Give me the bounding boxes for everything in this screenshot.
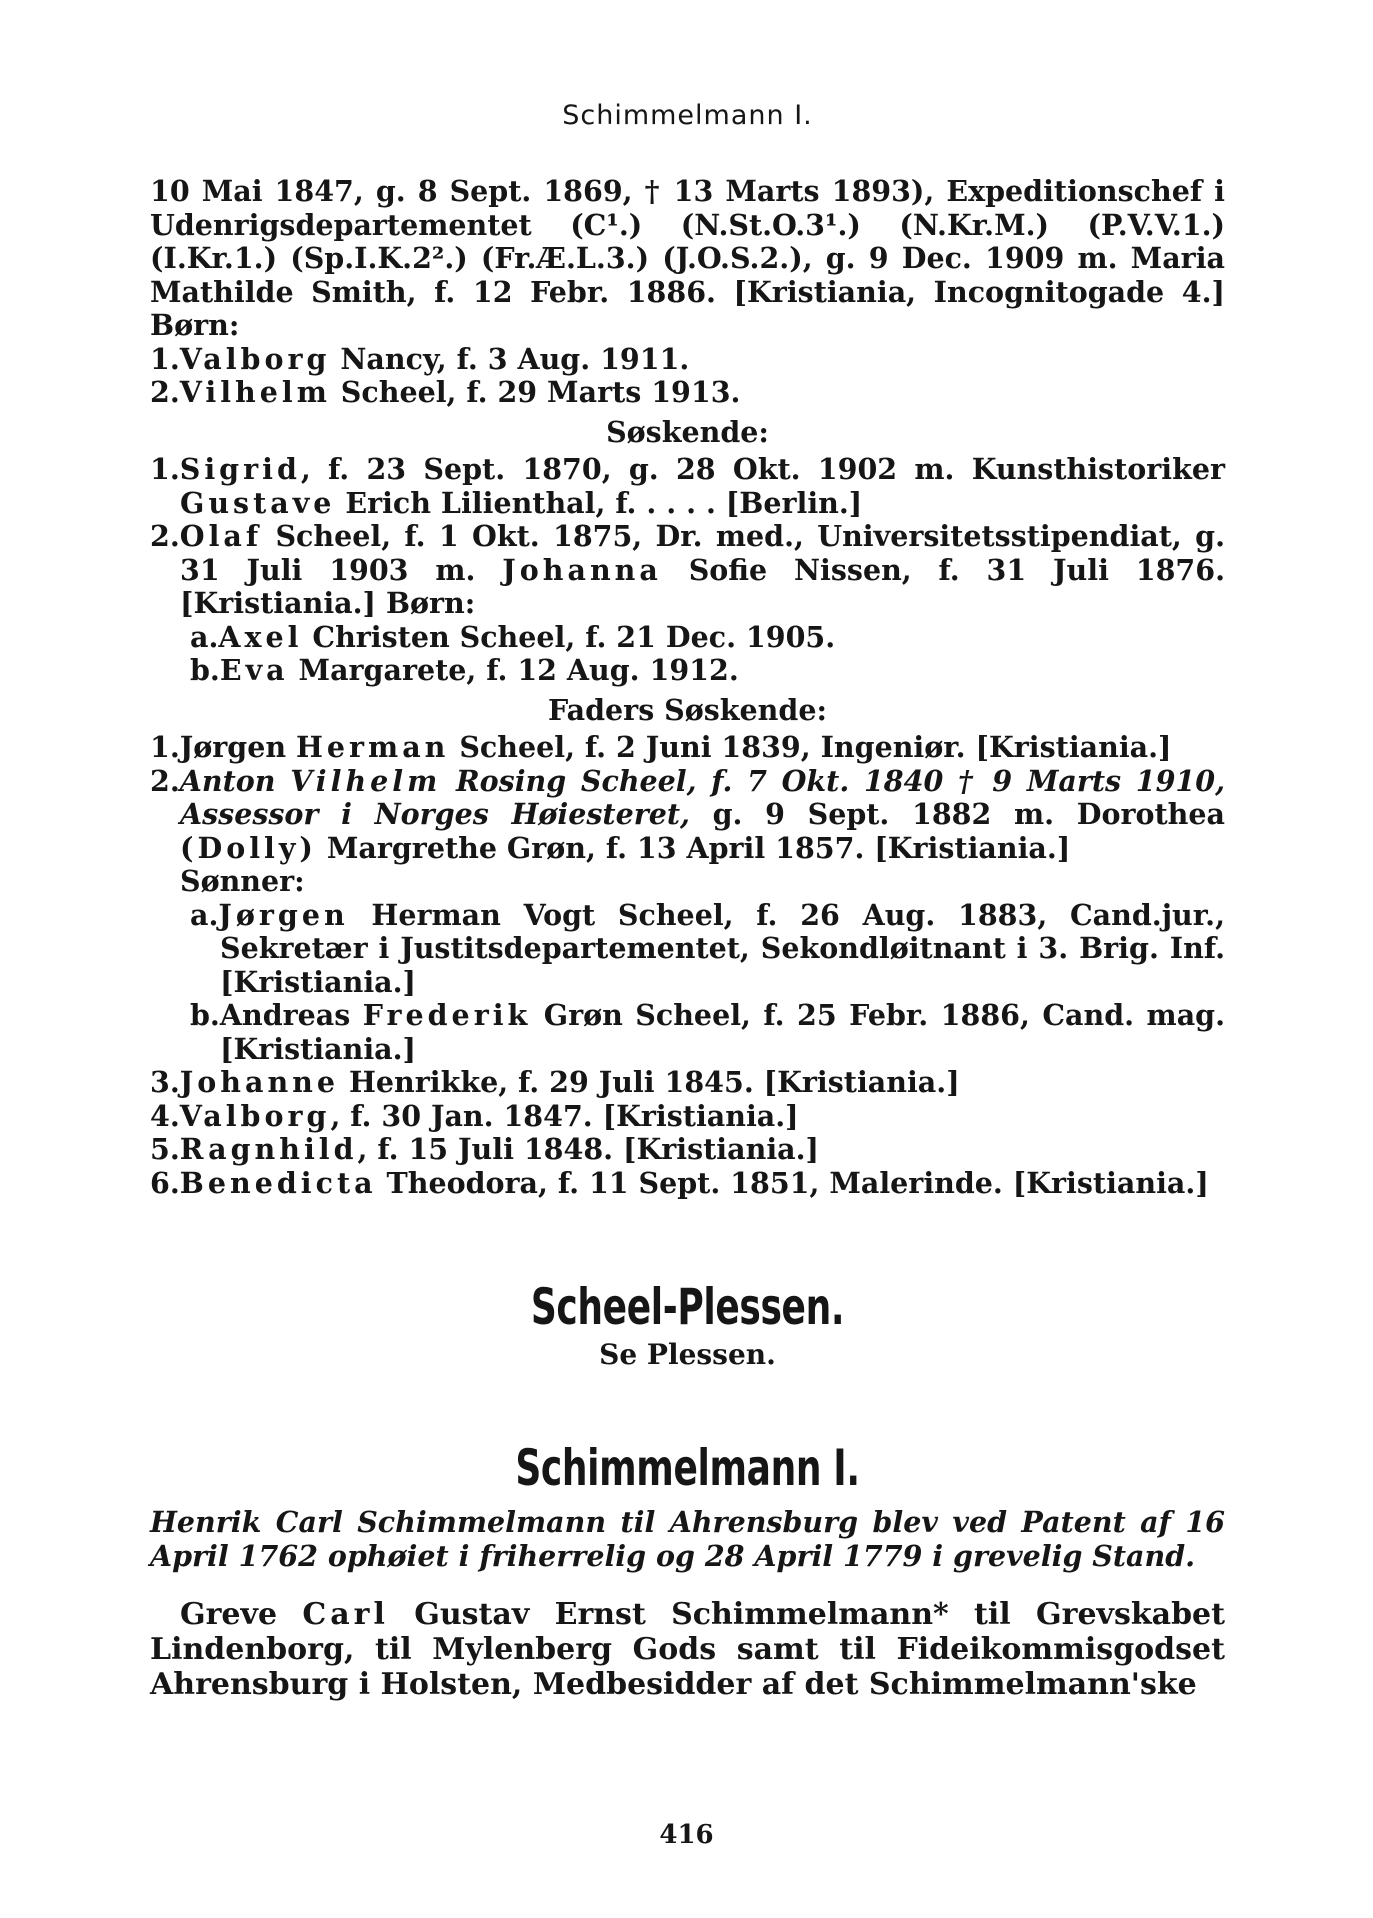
father-sibling-num: 1. xyxy=(150,730,180,764)
child-2 xyxy=(150,376,1225,410)
cross-reference: Se Plessen. xyxy=(599,1338,776,1371)
father-sibling-details: Henrikke, f. 29 Juli 1845. [Kristiania.] xyxy=(339,1065,960,1099)
grandchild-num: a. xyxy=(190,619,219,654)
sibling-num: 2. xyxy=(150,519,180,553)
body-title: Greve xyxy=(180,1597,303,1632)
sibling-details: , f. 23 Sept. 1870, g. 28 Okt. 1902 m. Kunsthistoriker xyxy=(300,452,1225,486)
body-name: Carl xyxy=(302,1597,389,1632)
father-sibling-5 xyxy=(150,1133,1225,1167)
father-sibling-1 xyxy=(150,731,1225,765)
child-details: Scheel, f. 29 Marts 1913. xyxy=(330,375,741,409)
entry-block xyxy=(150,175,1225,1200)
sibling-2 xyxy=(150,520,1225,621)
sibling-num: 1. xyxy=(150,452,180,486)
father-sibling-num: 5. xyxy=(150,1132,180,1166)
child-details: Nancy, f. 3 Aug. 1911. xyxy=(330,341,690,376)
sibling-name: Olaf xyxy=(179,519,263,553)
child-num: 2. xyxy=(150,375,180,409)
son-b xyxy=(150,999,1225,1066)
father-sibling-details: Scheel, f. 2 Juni 1839, Ingeniør. [Kristiania.] xyxy=(449,730,1172,764)
father-sibling-num: 6. xyxy=(150,1165,180,1200)
running-head: Schimmelmann I. xyxy=(562,100,813,131)
father-sibling-name: Vilhelm xyxy=(290,763,442,798)
son-a xyxy=(150,899,1225,1000)
grandchild-num: b. xyxy=(190,653,220,687)
grandchild-details: Margarete, f. 12 Aug. 1912. xyxy=(288,653,739,687)
spouse-nickname: (Dolly) xyxy=(180,830,317,865)
child-num: 1. xyxy=(150,341,180,376)
spouse-details: Sofie Nissen, f. 31 Juli 1876. [Kristiania.] Børn: xyxy=(180,552,1225,620)
father-sibling-details: Theodora, f. 11 Sept. 1851, Malerinde. [Kristiania.] xyxy=(376,1165,1209,1200)
page xyxy=(150,100,1225,1702)
spouse-name: Johanna xyxy=(502,552,662,587)
body-details: Gustav Ernst Schimmelmann* til Grevskabet Lindenborg, til Mylenberg Gods samt til Fideikommisgodset Ahrensburg i Holsten, Medbesidder af det Schimmelmann'ske xyxy=(150,1597,1225,1702)
grandchild-name: Eva xyxy=(219,653,289,687)
child-1 xyxy=(150,343,1225,377)
father-sibling-2 xyxy=(150,765,1225,866)
entry-paragraph: 10 Mai 1847, g. 8 Sept. 1869, † 13 Marts 1893), Expeditionschef i Udenrigsdepartementet (C¹.) (N.St.O.3¹.) (N.Kr.M.) (P.V.V.1.) (I.Kr.1.) (Sp.I.K.2².) (Fr.Æ.L.3.) (J.O.S.2.), g. 9 Dec. 1909 m. Maria Mathilde Smith, f. 12 Febr. 1886. [Kristiania, Incognitogade 4.] Børn: xyxy=(150,174,1225,342)
grandchild-b xyxy=(150,654,1225,688)
page-number: 416 xyxy=(659,1820,714,1850)
son-details: Grøn Scheel, f. 25 Febr. 1886, Cand. mag. [Kristiania.] xyxy=(220,998,1226,1066)
father-sibling-details: , f. 30 Jan. 1847. [Kristiania.] xyxy=(330,1098,799,1133)
father-sibling-details: g. 9 Sept. 1882 m. Dorothea xyxy=(689,797,1225,831)
grandchild-details: Christen Scheel, f. 21 Dec. 1905. xyxy=(302,619,836,654)
sibling-details: Scheel, f. 1 Okt. 1875, Dr. med., Universitetsstipendiat, g. 31 Juli 1903 m. xyxy=(180,519,1225,587)
child-name: Valborg xyxy=(179,341,331,376)
father-sibling-6 xyxy=(150,1167,1225,1201)
sons-label: Sønner: xyxy=(180,864,305,898)
sibling-name: Sigrid xyxy=(179,452,301,486)
father-sibling-name: Herman xyxy=(295,730,450,764)
father-sibling-first-name: Anton xyxy=(179,763,291,798)
father-sibling-3 xyxy=(150,1066,1225,1100)
fathers-siblings-heading: Faders Søskende: xyxy=(547,692,827,727)
son-first-name: Andreas xyxy=(219,998,363,1032)
child-name: Vilhelm xyxy=(179,375,331,409)
son-num: b. xyxy=(190,998,220,1032)
spouse-name: Gustave xyxy=(180,485,336,520)
siblings-heading: Søskende: xyxy=(606,414,769,449)
father-sibling-num: 3. xyxy=(150,1065,180,1099)
son-details: Herman Vogt Scheel, f. 26 Aug. 1883, Cand.jur., Sekretær i Justitsdepartementet, Sekondløitnant i 3. Brig. Inf. [Kristiania.] xyxy=(220,897,1225,999)
section-title-scheel-plessen: Scheel-Plessen. xyxy=(530,1278,845,1336)
section-title-schimmelmann: Schimmelmann I. xyxy=(515,1439,860,1497)
father-sibling-num: 4. xyxy=(150,1098,180,1133)
son-num: a. xyxy=(190,897,219,932)
spouse-details: Erich Lilienthal, f. . . . . [Berlin.] xyxy=(335,485,863,520)
father-sibling-name: Ragnhild xyxy=(179,1132,358,1166)
grandchild-a xyxy=(150,621,1225,655)
father-sibling-details: , f. 15 Juli 1848. [Kristiania.] xyxy=(357,1132,820,1166)
father-sibling-name: Johanne xyxy=(179,1065,340,1099)
father-sibling-italic-details: Rosing Scheel, f. 7 Okt. 1840 † 9 Marts 1910, Assessor i Norges Høiesteret, xyxy=(180,763,1225,831)
father-sibling-first-name: Jørgen xyxy=(179,730,296,764)
son-name: Frederik xyxy=(362,998,532,1032)
grandchild-name: Axel xyxy=(218,619,303,654)
father-sibling-num: 2. xyxy=(150,763,180,798)
father-sibling-4 xyxy=(150,1100,1225,1134)
spouse-details: Margrethe Grøn, f. 13 April 1857. [Kristiania.] xyxy=(316,830,1071,865)
son-name: Jørgen xyxy=(218,897,349,932)
sibling-1 xyxy=(150,453,1225,520)
father-sibling-name: Valborg xyxy=(179,1098,331,1133)
section-body xyxy=(150,1597,1225,1702)
section-intro: Henrik Carl Schimmelmann til Ahrensburg blev ved Patent af 16 April 1762 ophøiet i friherrelig og 28 April 1779 i grevelig Stand. xyxy=(150,1505,1225,1573)
father-sibling-name: Benedicta xyxy=(179,1165,377,1200)
